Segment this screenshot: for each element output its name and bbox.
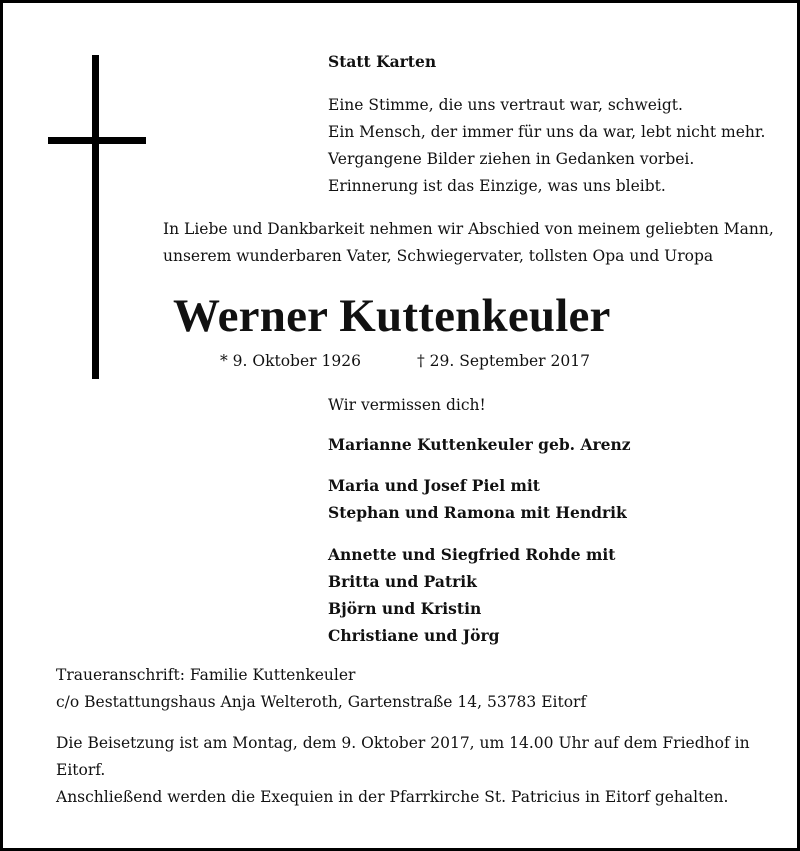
mourner-line: Stephan und Ramona mit Hendrik: [328, 503, 627, 522]
intro-line: unserem wunderbaren Vater, Schwiegervater, tollsten Opa und Uropa: [163, 247, 714, 265]
poem-line: Ein Mensch, der immer für uns da war, lebt nicht mehr.: [328, 123, 766, 141]
poem-line: Erinnerung ist das Einzige, was uns bleibt.: [328, 177, 666, 195]
mourner-spouse: Marianne Kuttenkeuler geb. Arenz: [328, 435, 631, 454]
mourner-line: Christiane und Jörg: [328, 626, 500, 645]
funeral-line: Die Beisetzung ist am Montag, dem 9. Oktober 2017, um 14.00 Uhr auf dem Friedhof in: [56, 734, 750, 752]
funeral-line: Anschließend werden die Exequien in der Pfarrkirche St. Patricius in Eitorf gehalten.: [56, 788, 729, 806]
address-line: Traueranschrift: Familie Kuttenkeuler: [56, 666, 356, 684]
mourner-line: Maria und Josef Piel mit: [328, 476, 540, 495]
header-text: Statt Karten: [328, 52, 437, 71]
mourner-line: Britta und Patrik: [328, 572, 477, 591]
mourning-address: [56, 662, 586, 716]
poem-line: Eine Stimme, die uns vertraut war, schweigt.: [328, 96, 683, 114]
funeral-info: [56, 730, 750, 811]
mourner-line: Annette und Siegfried Rohde mit: [328, 545, 616, 564]
mourner-line: Björn und Kristin: [328, 599, 482, 618]
funeral-line: Eitorf.: [56, 761, 106, 779]
mourner-group: [328, 472, 627, 526]
cross-icon: [92, 55, 99, 379]
intro-line: In Liebe und Dankbarkeit nehmen wir Abschied von meinem geliebten Mann,: [163, 220, 774, 238]
deceased-name: Werner Kuttenkeuler: [173, 290, 611, 342]
cross-icon-bar: [48, 137, 146, 144]
death-date: † 29. September 2017: [417, 352, 590, 370]
address-line: c/o Bestattungshaus Anja Welteroth, Gartenstraße 14, 53783 Eitorf: [56, 693, 587, 711]
poem: [328, 92, 766, 200]
mourner-group: [328, 541, 615, 649]
poem-line: Vergangene Bilder ziehen in Gedanken vorbei.: [328, 150, 695, 168]
birth-date: * 9. Oktober 1926: [220, 352, 361, 370]
miss-line: Wir vermissen dich!: [328, 396, 486, 414]
intro-text: [163, 216, 774, 270]
